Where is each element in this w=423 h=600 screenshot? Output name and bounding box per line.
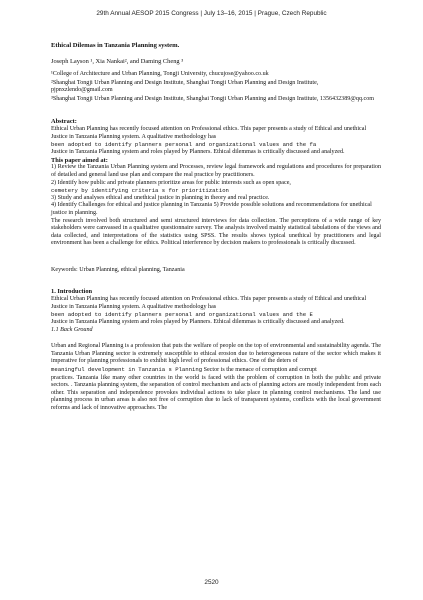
page-number: 2520 xyxy=(204,579,219,586)
intro-mono-line: been adopted to identify planners personal and organizational values and the E xyxy=(51,311,313,319)
affiliation-2: ²Shanghai Tongji Urban Planning and Design Institute, Shanghai Tongji Urban Planning and Design Institute, pjpnxzlendo@gmail.com xyxy=(51,79,319,94)
author-list: Joseph Layson ¹, Xia Nankai², and Daming Cheng ³ xyxy=(51,58,184,65)
background-mixed-line xyxy=(51,366,381,375)
intro-paragraph: Ethical Urban Planning has recently focused attention on Professional ethics. This paper presents a study of Ethical and unethical Justice in Tanzania Planning system. A qualitative methodology has xyxy=(51,296,367,310)
background-mono-text: meaningful development in Tanzania s Planning xyxy=(51,366,203,374)
aim-item-4: 4) Identify Challenges for ethical and justice planning in Tanzania 5) Provide possible solutions and recommendations for unethical justice in planning. xyxy=(51,202,372,216)
affiliation-1: ¹College of Architecture and Urban Planning, Tongji University, chucujose@yahoo.co.uk xyxy=(51,71,269,77)
abstract-text: Ethical Urban Planning has recently focused attention on Professional ethics. This paper presents a study of Ethical and unethical Justice in Tanzania Planning system. A qualitative methodology has xyxy=(51,126,367,140)
aim-item-2: 2) Identify how public and private planners prioritize areas for public interests such as open space, xyxy=(51,179,291,186)
intro-continued: Justice in Tanzania Planning system and roles played by Planners. Ethical dilemmas is critically discussed and analyzed. xyxy=(51,319,345,326)
abstract-paragraph xyxy=(51,126,381,141)
intro-heading: 1. Introduction xyxy=(51,288,93,296)
aim-item-3: 3) Study and analyses ethical and unethical justice in planning in theory and real practice. xyxy=(51,194,270,201)
aims-heading: This paper aimed at: xyxy=(51,156,108,164)
background-paragraph-1: Urban and Regional Planning is a profession that puts the welfare of people on the top of environmental and sustainability agenda. The Tanzania Urban Planning sector is extremely susceptible to ethical erosion due to heterogeneous nature of the sector which makes it imperative for planning professionals to exhibit high level of professional ethics. One of the deters of xyxy=(51,343,381,365)
background-serif-text: Sector is the menace of corruption and corrupt xyxy=(202,367,317,374)
abstract-mono-line: been adopted to identify planners personal and organizational values and the fa xyxy=(51,141,317,149)
background-heading: 1.1 Back Ground xyxy=(51,326,93,333)
abstract-heading: Abstract: xyxy=(51,118,77,126)
running-header: 29th Annual AESOP 2015 Congress | July 13–16, 2015 | Prague, Czech Republic xyxy=(96,10,327,17)
paper-body xyxy=(51,42,381,413)
paper-title: Ethical Dilemas in Tanzania Planning system. xyxy=(51,42,180,49)
abstract-continued: Justice in Tanzania Planning system and roles played by Planners. Ethical dilemmas is critically discussed and analyzed. xyxy=(51,148,345,155)
affiliation-3: ³Shanghai Tongji Urban Planning and Design Institute, Shanghai Tongji Urban Planning and Design Institute, 1356432389@qq.com xyxy=(51,95,375,102)
aim-item-1: 1) Review the Tanzania Urban Planning system and Processes, review legal framework and regulations and procedures for preparation of detailed and general land use plan and compare the real practice by practitioners. xyxy=(51,164,381,178)
keywords: Keywords: Urban Planning, ethical planning, Tanzania xyxy=(51,266,185,273)
background-paragraph-2: practices. Tanzania like many other countries in the world is faced with the problem of corruption in both the public and private sectors. . Tanzania planning system, the separation of control mechanism and acts of planning actors are mostly independent from each other. This separation and independence provokes individual actions to take place in planning control mechanisms. The land use planning process in urban areas is also not free of corruption due to lack of transparent systems, conflicts with the local government reforms and lack of innovative approaches. The xyxy=(51,374,381,411)
aim-item-2-mono: cemetery by identifying criteria s for prioritization xyxy=(51,187,229,195)
method-paragraph: The research involved both structured and semi structured interviews for data collection. The perceptions of a wide range of key stakeholders were canvassed in a qualitative questionnaire survey. The analysis involved mainly statistical tabulations of the views and data collected, and interpretations of the statistics using SPSS. The results shows typical unethical by practitioners and legal environment has been a challenge for ethics. Political interference by decision makers to professionals is critically discussed. xyxy=(51,217,381,247)
